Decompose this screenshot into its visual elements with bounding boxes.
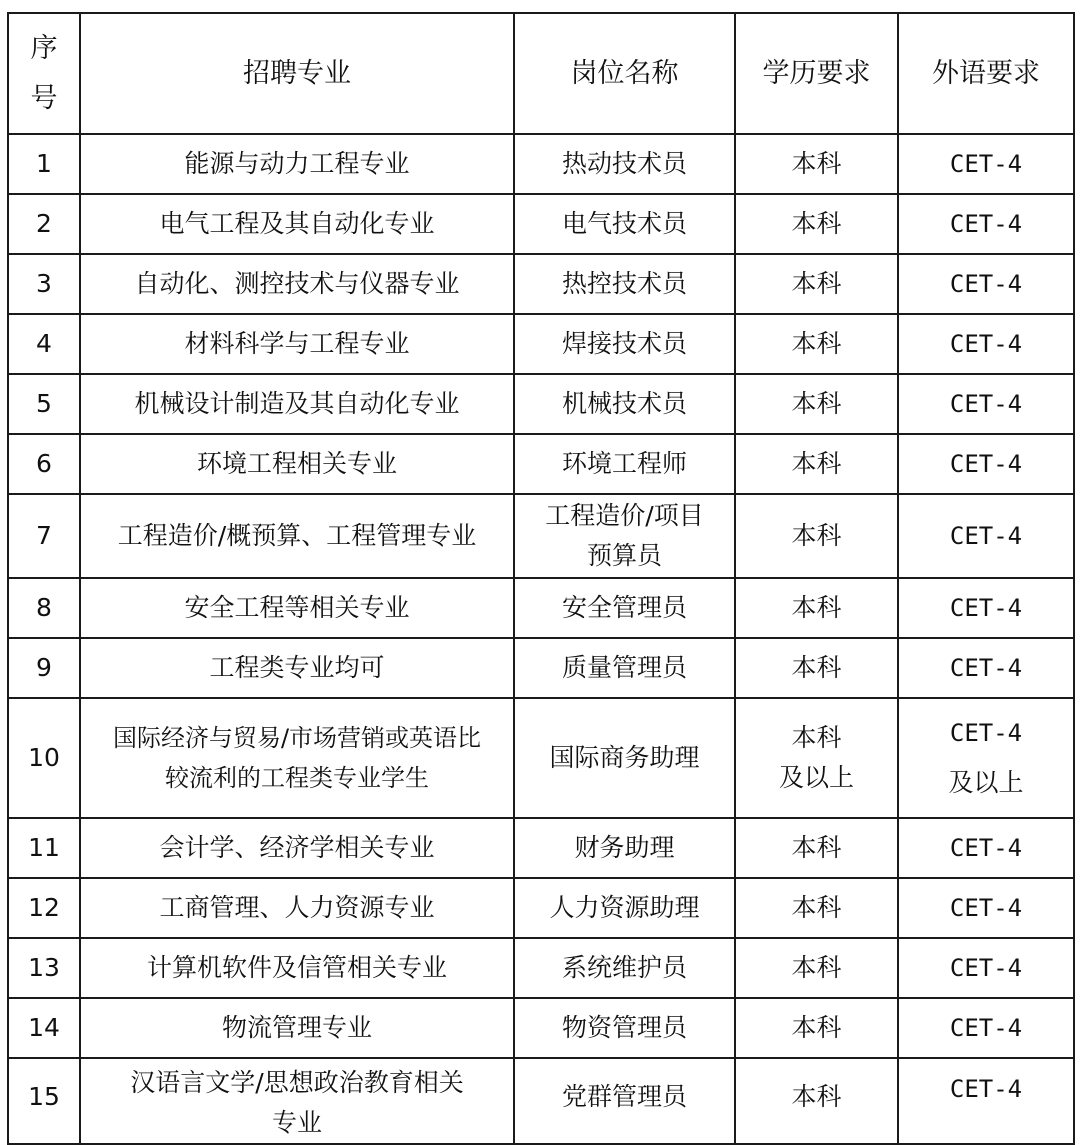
- cell-education: 本科: [735, 254, 898, 314]
- cell-no: 4: [8, 314, 80, 374]
- cell-education: 本科: [735, 998, 898, 1058]
- table-row: [8, 374, 1074, 434]
- cell-education: [735, 698, 898, 818]
- header-no: [8, 13, 80, 134]
- cell-language: CET-4: [898, 494, 1074, 578]
- cell-education: 本科: [735, 134, 898, 194]
- table-row: [8, 818, 1074, 878]
- cell-position: 热控技术员: [514, 254, 735, 314]
- cell-major: 材料科学与工程专业: [80, 314, 514, 374]
- table-row: [8, 314, 1074, 374]
- cell-education: 本科: [735, 938, 898, 998]
- cell-major-line2: 较流利的工程类专业学生: [165, 764, 429, 792]
- cell-position: 物资管理员: [514, 998, 735, 1058]
- cell-no: 8: [8, 578, 80, 638]
- cell-major: 物流管理专业: [80, 998, 514, 1058]
- cell-language: CET-4: [898, 314, 1074, 374]
- cell-education-line1: 本科: [791, 723, 842, 752]
- table-row: [8, 938, 1074, 998]
- cell-language: CET-4: [898, 638, 1074, 698]
- cell-no: 14: [8, 998, 80, 1058]
- cell-language: CET-4: [898, 938, 1074, 998]
- cell-position: 机械技术员: [514, 374, 735, 434]
- table-row: [8, 494, 1074, 578]
- cell-major: 自动化、测控技术与仪器专业: [80, 254, 514, 314]
- table-row: [8, 134, 1074, 194]
- cell-language: CET-4: [898, 878, 1074, 938]
- recruitment-table: [7, 12, 1075, 1145]
- table-row: [8, 998, 1074, 1058]
- cell-language: [898, 1058, 1074, 1144]
- cell-no: 9: [8, 638, 80, 698]
- cell-no: 1: [8, 134, 80, 194]
- cell-no: 7: [8, 494, 80, 578]
- cell-major: 安全工程等相关专业: [80, 578, 514, 638]
- cell-no-text: 15: [28, 1082, 60, 1111]
- cell-position: 安全管理员: [514, 578, 735, 638]
- table-row: [8, 254, 1074, 314]
- cell-position-line2: 预算员: [586, 541, 662, 570]
- cell-no: 6: [8, 434, 80, 494]
- cell-major: 工程造价/概预算、工程管理专业: [80, 494, 514, 578]
- recruitment-table-sheet: [7, 12, 1073, 1145]
- cell-position: 系统维护员: [514, 938, 735, 998]
- cell-language: [898, 698, 1074, 818]
- cell-position: [514, 1058, 735, 1144]
- cell-major-line1: 国际经济与贸易/市场营销或英语比: [112, 724, 482, 752]
- cell-position: 电气技术员: [514, 194, 735, 254]
- cell-education: 本科: [735, 374, 898, 434]
- cell-position: 焊接技术员: [514, 314, 735, 374]
- cell-major: 计算机软件及信管相关专业: [80, 938, 514, 998]
- cell-education: 本科: [735, 638, 898, 698]
- cell-language: CET-4: [898, 434, 1074, 494]
- cell-education: 本科: [735, 434, 898, 494]
- cell-major: 会计学、经济学相关专业: [80, 818, 514, 878]
- cell-no: 11: [8, 818, 80, 878]
- cell-language: CET-4: [898, 134, 1074, 194]
- table-row: [8, 638, 1074, 698]
- header-major: 招聘专业: [80, 13, 514, 134]
- table-row: [8, 434, 1074, 494]
- cell-major: 机械设计制造及其自动化专业: [80, 374, 514, 434]
- cell-language: CET-4: [898, 818, 1074, 878]
- cell-position: 热动技术员: [514, 134, 735, 194]
- cell-education: 本科: [735, 494, 898, 578]
- table-row: [8, 878, 1074, 938]
- cell-major: 工程类专业均可: [80, 638, 514, 698]
- cell-language-text: CET-4: [949, 1075, 1023, 1103]
- cell-language: CET-4: [898, 254, 1074, 314]
- cell-no: [8, 1058, 80, 1144]
- cell-education-line2: 及以上: [778, 763, 854, 792]
- cell-major: [80, 1058, 514, 1144]
- cell-no: 5: [8, 374, 80, 434]
- header-no-line1: 序: [30, 32, 58, 64]
- header-no-line2: 号: [30, 82, 58, 114]
- cell-position: 国际商务助理: [514, 698, 735, 818]
- table-row: [8, 698, 1074, 818]
- cell-education-text: 本科: [791, 1082, 842, 1111]
- cell-position: 环境工程师: [514, 434, 735, 494]
- table-row: [8, 1058, 1074, 1144]
- cell-major: 能源与动力工程专业: [80, 134, 514, 194]
- cell-education: 本科: [735, 818, 898, 878]
- cell-no: 10: [8, 698, 80, 818]
- cell-language-line1: CET-4: [949, 719, 1023, 747]
- header-language: 外语要求: [898, 13, 1074, 134]
- cell-education: 本科: [735, 194, 898, 254]
- cell-position: [514, 494, 735, 578]
- cell-language: CET-4: [898, 374, 1074, 434]
- cell-education: 本科: [735, 578, 898, 638]
- cell-no: 13: [8, 938, 80, 998]
- cell-no: 3: [8, 254, 80, 314]
- table-row: [8, 194, 1074, 254]
- cell-education: 本科: [735, 314, 898, 374]
- cell-language: CET-4: [898, 194, 1074, 254]
- table-header-row: [8, 13, 1074, 134]
- cell-position-line1: 工程造价/项目: [545, 501, 704, 530]
- cell-no: 12: [8, 878, 80, 938]
- header-position: 岗位名称: [514, 13, 735, 134]
- header-education: 学历要求: [735, 13, 898, 134]
- cell-education: 本科: [735, 878, 898, 938]
- table-row: [8, 578, 1074, 638]
- cell-no: 2: [8, 194, 80, 254]
- cell-language-line2: 及以上: [948, 768, 1024, 797]
- cell-education: [735, 1058, 898, 1144]
- cell-major: 电气工程及其自动化专业: [80, 194, 514, 254]
- cell-language: CET-4: [898, 578, 1074, 638]
- cell-language: CET-4: [898, 998, 1074, 1058]
- cell-position-text: 党群管理员: [561, 1082, 687, 1111]
- cell-major: [80, 698, 514, 818]
- cell-major: 工商管理、人力资源专业: [80, 878, 514, 938]
- cell-position: 质量管理员: [514, 638, 735, 698]
- cell-major-line2: 专业: [271, 1108, 322, 1137]
- cell-position: 人力资源助理: [514, 878, 735, 938]
- cell-major: 环境工程相关专业: [80, 434, 514, 494]
- cell-major-line1: 汉语言文学/思想政治教育相关: [130, 1068, 464, 1097]
- cell-position: 财务助理: [514, 818, 735, 878]
